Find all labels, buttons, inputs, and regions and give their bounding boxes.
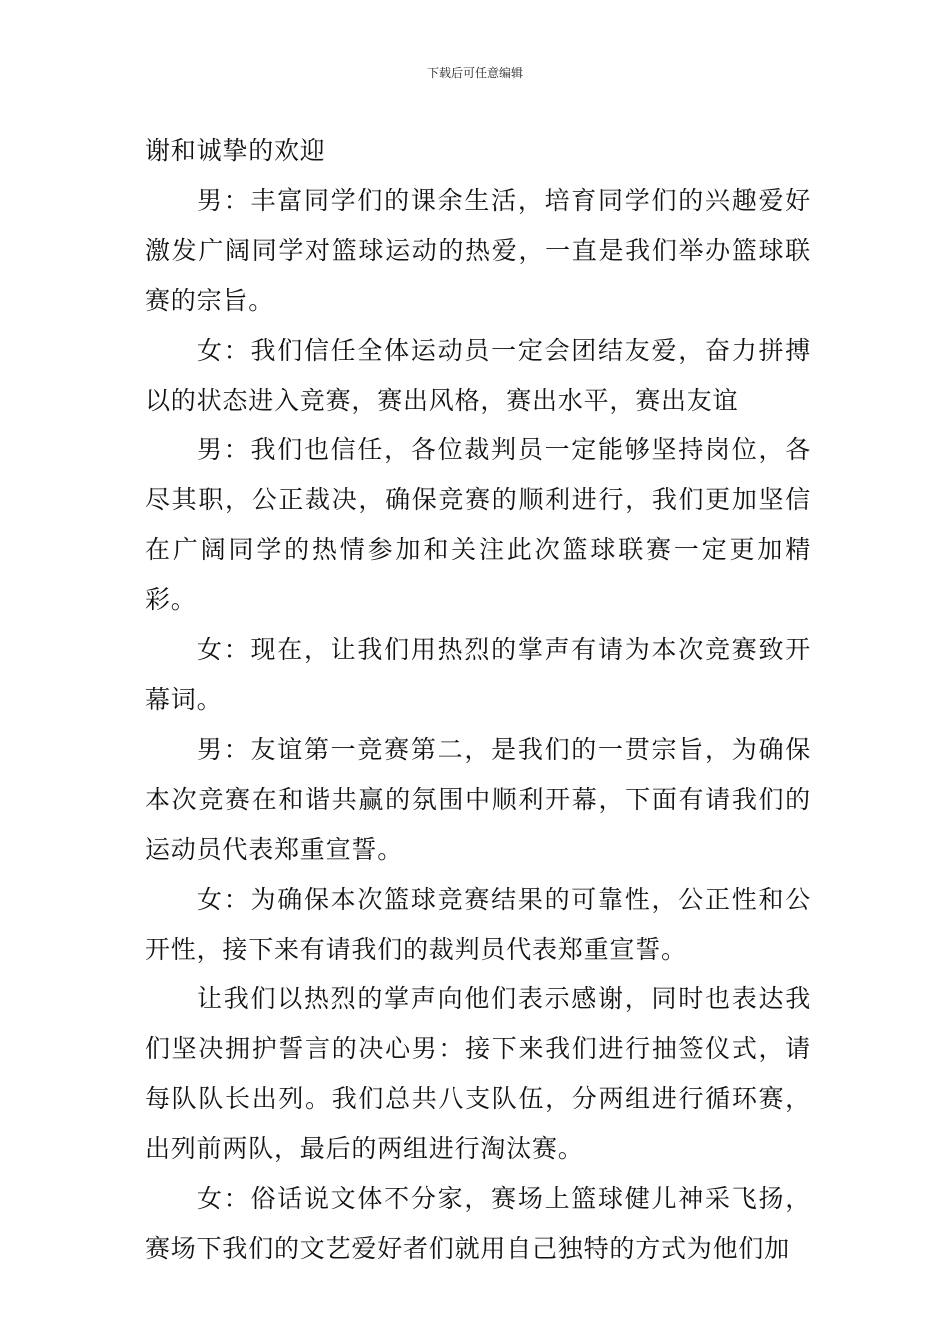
paragraph-female-2: 女：现在，让我们用热烈的掌声有请为本次竞赛致开幕词。 <box>145 635 811 714</box>
paragraph-female-1: 女：我们信任全体运动员一定会团结友爱，奋力拼搏以的状态进入竞赛，赛出风格，赛出水平，赛出友谊 <box>145 335 811 415</box>
paragraph-female-4: 女：俗话说文体不分家，赛场上篮球健儿神采飞扬，赛场下我们的文艺爱好者们就用自己独特的方式为他们加 <box>145 1184 811 1263</box>
paragraph-continuation: 谢和诚挚的欢迎 <box>145 136 326 165</box>
document-body <box>145 126 811 1274</box>
paragraph-thanks-draw: 让我们以热烈的掌声向他们表示感谢，同时也表达我们坚决拥护誓言的决心男：接下来我们进行抽签仪式，请每队队长出列。我们总共八支队伍，分两组进行循环赛，出列前两队，最后的两组进行淘汰赛。 <box>145 984 811 1164</box>
paragraph-male-1: 男：丰富同学们的课余生活，培育同学们的兴趣爱好激发广阔同学对篮球运动的热爱，一直是我们举办篮球联赛的宗旨。 <box>145 185 811 315</box>
page-header-note: 下载后可任意编辑 <box>426 66 523 80</box>
paragraph-male-3: 男：友谊第一竞赛第二，是我们的一贯宗旨，为确保本次竞赛在和谐共赢的氛围中顺利开幕，下面有请我们的运动员代表郑重宣誓。 <box>145 734 811 864</box>
paragraph-female-3: 女：为确保本次篮球竞赛结果的可靠性，公正性和公开性，接下来有请我们的裁判员代表郑重宣誓。 <box>145 884 811 964</box>
paragraph-male-2: 男：我们也信任，各位裁判员一定能够坚持岗位，各尽其职，公正裁决，确保竞赛的顺利进行，我们更加坚信在广阔同学的热情参加和关注此次篮球联赛一定更加精彩。 <box>145 435 811 615</box>
